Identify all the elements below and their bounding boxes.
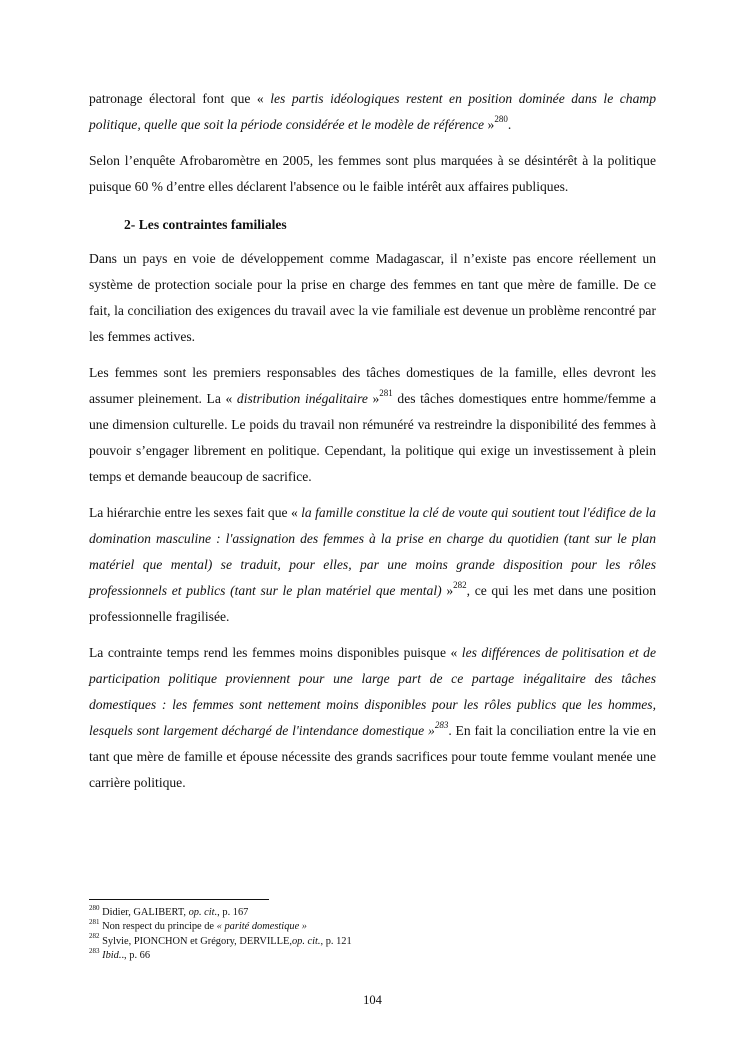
footnote-number: 280 [89, 903, 100, 912]
footnote-281 [89, 917, 656, 934]
text: » [441, 583, 454, 598]
quote: la famille constitue la clé de voute qui soutient tout l'édifice de la domination masculine : l'assignation des femmes à la prise en charge du quotidien (tant sur le plan matériel que mental) se traduit, pour elles, par une moins grande disposition pour les rôles professionnels et publics (tant sur le plan matériel que mental) [89, 505, 656, 598]
footnote-ref-280[interactable]: 280 [494, 114, 508, 125]
footnote-number: 282 [89, 932, 100, 941]
text: » [484, 117, 495, 132]
paragraph-6 [89, 640, 656, 796]
text: . [507, 117, 512, 132]
footnote-italic: op. cit. [188, 907, 218, 918]
quote: les partis idéologiques restent en position dominée dans le champ politique, quelle que soit la période considérée et le modèle de référence [89, 91, 656, 132]
footnote-ref-281[interactable]: 281 [379, 388, 393, 399]
text: , ce qui les met dans une position professionnelle fragilisée. [89, 583, 656, 624]
text: patronage électoral font que « [89, 91, 271, 106]
page-number: 104 [363, 993, 382, 1007]
footnote-283 [89, 946, 656, 963]
footnote-italic: op. cit. [291, 935, 321, 947]
text: Dans un pays en voie de développement comme Madagascar, il n’existe pas encore réellement un système de protection sociale pour la prise en charge des femmes en tant que mère de famille. De ce fait, la conciliation des exigences du travail avec la vie familiale est devenue un problème rencontré par les femmes actives. [89, 251, 656, 344]
text: La hiérarchie entre les sexes fait que « [89, 505, 302, 520]
quote: les différences de politisation et de participation politique proviennent pour une large part de ce partage inégalitaire des tâches domestiques : les femmes sont nettement moins disponibles pour les rôles publics que les hommes, lesquels sont largement déchargé de l'intendance domestique » [89, 645, 656, 738]
footnote-text: Sylvie, PIONCHON et Grégory, DERVILLE, [99, 935, 292, 947]
footnote-ref-283-text: 283 [434, 720, 449, 731]
footnote-text: Non respect du principe de [99, 921, 217, 933]
text: » [367, 391, 380, 406]
paragraph-4 [89, 360, 656, 490]
footnote-number: 281 [89, 917, 100, 926]
paragraph-2 [89, 148, 656, 200]
footnotes [89, 903, 656, 964]
footnote-282 [89, 932, 656, 949]
quote: distribution inégalitaire [236, 391, 368, 406]
text: La contrainte temps rend les femmes moins disponibles puisque « [89, 645, 462, 660]
footnote-text: ., p. 66 [121, 950, 151, 962]
footnote-280 [89, 903, 656, 920]
text: . En fait la conciliation entre la vie en tant que mère de famille et épouse nécessite des grands sacrifices pour toute femme voulant menée une carrière politique. [89, 723, 656, 790]
text: Les femmes sont les premiers responsables des tâches domestiques de la famille, elles devront les assumer pleinement. La « [89, 365, 656, 406]
section-heading: 2- Les contraintes familiales [124, 217, 287, 232]
page-body [89, 86, 656, 796]
paragraph-3 [89, 246, 656, 350]
footnote-number: 283 [89, 946, 100, 955]
footnote-separator [89, 899, 269, 900]
footnote-italic: Ibid. [102, 950, 122, 962]
footnote-text: , p. 167 [217, 907, 249, 918]
paragraph-1 [89, 86, 656, 138]
footnote-ref-282[interactable]: 282 [453, 580, 467, 591]
paragraph-5 [89, 500, 656, 630]
footnote-italic: « parité domestique » [216, 921, 307, 933]
text: des tâches domestiques entre homme/femme a une dimension culturelle. Le poids du travail non rémunéré va restreindre la disponibilité des femmes à pouvoir s’engager librement en politique. Cependant, la politique qui exige un investissement à plein temps et demande beaucoup de sacrifice. [89, 391, 656, 484]
footnote-text: , p. 121 [320, 935, 352, 947]
footnote-ref-283[interactable] [435, 720, 449, 730]
footnote-text: Didier, GALIBERT, [99, 907, 189, 918]
text: Selon l’enquête Afrobaromètre en 2005, les femmes sont plus marquées à se désintérêt à la politique puisque 60 % d’entre elles déclarent l'absence ou le faible intérêt aux affaires publiques. [89, 153, 656, 194]
